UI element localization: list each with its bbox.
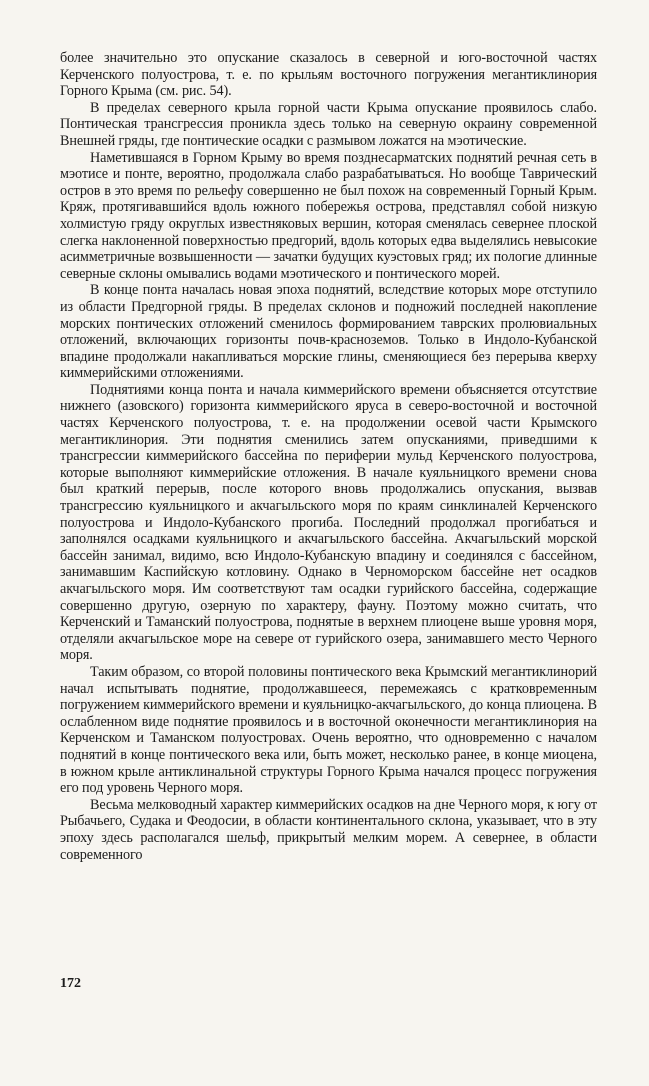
paragraph-7: Весьма мелководный характер киммерийских осадков на дне Черного моря, к югу от Рыбачьего, Судака и Феодосии, в области континентального склона, указывает, что в эту эпоху здесь располагался шельф, прикрытый мелким морем. А севернее, в области современного bbox=[60, 796, 597, 863]
paragraph-4: В конце понта началась новая эпоха поднятий, вследствие которых море отступило из области Предгорной гряды. В пределах склонов и подножий последней накопление морских понтических отложений сменилось формированием таврских пролювиальных отложений, включающих горизонты почв-красноземов. Только в Индоло-Кубанской впадине продолжали накапливаться морские глины, сменяющиеся без перерыва кверху киммерийскими отложениями. bbox=[60, 282, 597, 382]
paragraph-5: Поднятиями конца понта и начала киммерийского времени объясняется отсутствие нижнего (азовского) горизонта киммерийского яруса в северо-восточной и восточной частях Керченского полуострова, т. е. на продолжении осевой части Крымского мегантиклинория. Эти поднятия сменились затем опусканиями, приведшими к трансгрессии киммерийского бассейна по периферии мульд Керченского полуострова, которые выполняют киммерийские отложения. В начале куяльницкого времени снова был краткий перерыв, после которого вновь продолжались опускания, вызвав трансгрессию куяльницкого и акчагыльского моря по краям синклиналей Керченского полуострова и Индоло-Кубанского прогиба. Последний продолжал прогибаться и заполнялся осадками куяльницкого и акчагыльского бассейна. Акчагыльский морской бассейн занимал, видимо, всю Индоло-Кубанскую впадину и соединялся с бассейном, занимавшим Каспийскую котловину. Однако в Черноморском бассейне нет осадков акчагыльского моря. Им соответствуют там осадки гурийского бассейна, содержащие совершенно другую, озерную по характеру, фауну. Поэтому можно считать, что Керченский и Таманский полуострова, поднятые в верхнем плиоцене выше уровня моря, отделяли акчагыльское море на севере от гурийского озера, занимавшего место Черного моря. bbox=[60, 381, 597, 664]
paragraph-3: Наметившаяся в Горном Крыму во время позднесарматских поднятий речная сеть в мэотисе и понте, вероятно, продолжала слабо разрабатываться. Но вообще Таврический остров в это время по рельефу совершенно не был похож на современный Горный Крым. Кряж, протягивавшийся вдоль южного побережья острова, представлял собой низкую холмистую гряду округлых известняковых вершин, которая сменялась севернее плоской слегка наклоненной поверхностью предгорий, вдоль которых едва выделялись невысокие асимметричные возвышенности — зачатки будущих куэстовых гряд; их пологие длинные северные склоны омывались водами мэотического и понтического морей. bbox=[60, 149, 597, 282]
page-number: 172 bbox=[60, 976, 81, 991]
paragraph-1: более значительно это опускание сказалось в северной и юго-восточной частях Керченского полуострова, т. е. по крыльям восточного погружения мегантиклинория Горного Крыма (см. рис. 54). bbox=[60, 50, 597, 100]
paragraph-6: Таким образом, со второй половины понтического века Крымский мегантиклинорий начал испытывать поднятие, продолжавшееся, перемежаясь с кратковременным погружением киммерийского времени и куяльницко-акчагыльского, до конца плиоцена. В ослабленном виде поднятие проявилось и в восточной оконечности мегантиклинория на Керченском и Таманском полуостровах. Очень вероятно, что одновременно с началом поднятий в конце понтического века или, быть может, несколько ранее, в конце миоцена, в южном крыле антиклинальной структуры Горного Крыма начался процесс погружения его под уровень Черного моря. bbox=[60, 663, 597, 797]
paragraph-2: В пределах северного крыла горной части Крыма опускание проявилось слабо. Понтическая трансгрессия проникла здесь только на северную окраину современной Внешней гряды, где понтические осадки с размывом ложатся на мэотические. bbox=[60, 99, 597, 149]
